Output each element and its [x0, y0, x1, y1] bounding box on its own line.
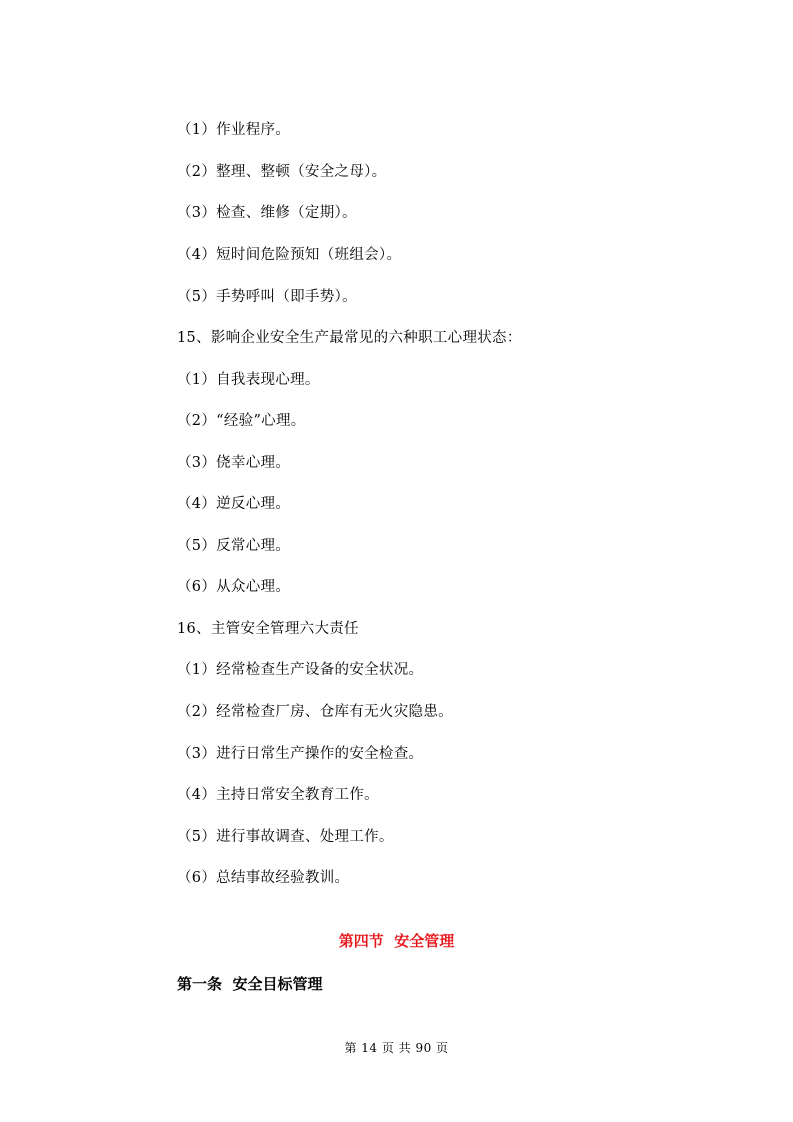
list-item: （1）自我表现心理。: [177, 372, 320, 388]
list-item: （5）进行事故调查、处理工作。: [177, 829, 394, 845]
list-item: （3）进行日常生产操作的安全检查。: [177, 746, 424, 762]
list-item: （5）手势呼叫（即手势）。: [177, 289, 357, 305]
paragraph-heading: 15、影响企业安全生产最常见的六种职工心理状态：: [177, 330, 522, 346]
list-item: （5）反常心理。: [177, 538, 291, 554]
list-item: （2）整理、整顿（安全之母）。: [177, 164, 387, 180]
paragraph-heading: 16、主管安全管理六大责任: [177, 621, 359, 637]
list-item: （6）总结事故经验教训。: [177, 870, 350, 886]
list-item: （3）侥幸心理。: [177, 455, 291, 471]
list-item: （6）从众心理。: [177, 579, 291, 595]
list-item: （2）经常检查厂房、仓库有无火灾隐患。: [177, 704, 453, 720]
list-item: （1）经常检查生产设备的安全状况。: [177, 662, 424, 678]
list-item: （3）检查、维修（定期）。: [177, 205, 357, 221]
list-item: （4）短时间危险预知（班组会）。: [177, 247, 402, 263]
list-item: （4）主持日常安全教育工作。: [177, 787, 379, 803]
article-heading: 第一条 安全目标管理: [177, 975, 323, 993]
page-footer: 第 14 页 共 90 页: [344, 1041, 449, 1055]
list-item: （1）作业程序。: [177, 122, 291, 138]
list-item: （4）逆反心理。: [177, 496, 291, 512]
section-heading: 第四节 安全管理: [338, 932, 455, 950]
list-item: （2）“经验”心理。: [177, 413, 306, 429]
